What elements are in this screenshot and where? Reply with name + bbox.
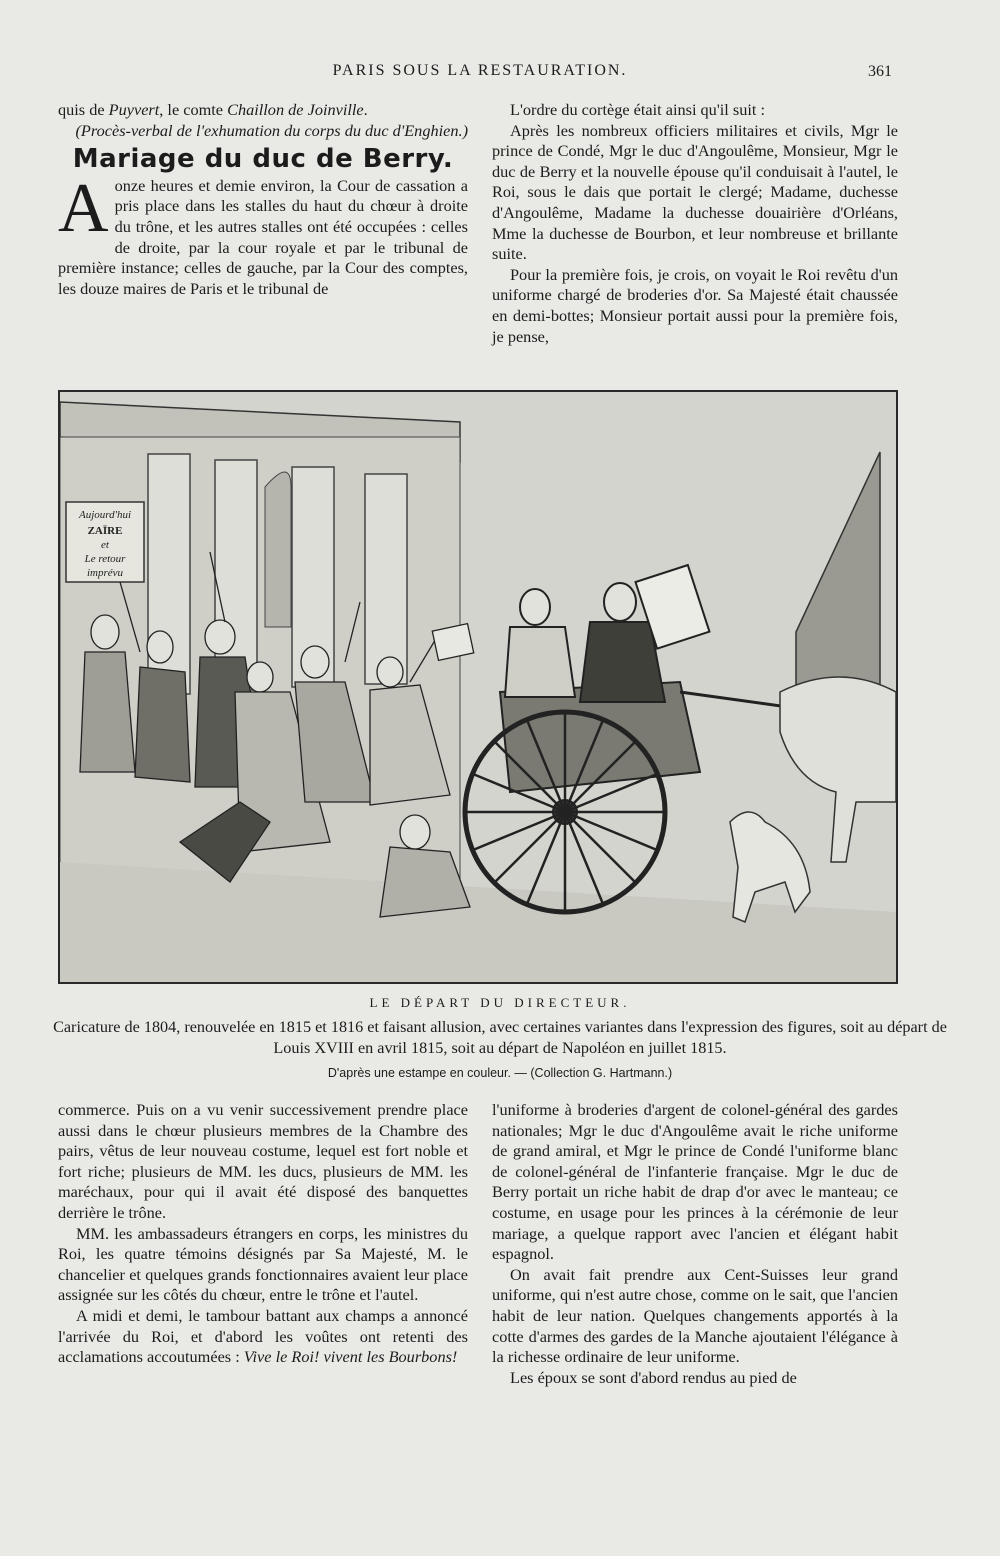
right-column-bottom (492, 1100, 898, 1388)
caricature-illustration (58, 390, 898, 984)
opening-paragraph (58, 169, 468, 300)
closing-line (58, 100, 468, 121)
sign-line: et (101, 539, 109, 551)
name-chaillon: Chaillon de Joinville (227, 100, 364, 119)
sign-line: imprévu (86, 567, 124, 579)
left-column-top (58, 100, 468, 299)
paragraph-text: A midi et demi, le tambour battant aux champs a annoncé l'arrivée du Roi, et d'abord les voûtes ont retenti des acclamations accoutumées : (58, 1305, 468, 1367)
column-2 (215, 460, 257, 690)
paragraph (58, 1306, 468, 1368)
column-4 (365, 474, 407, 684)
figure-caption-description: Caricature de 1804, renouvelée en 1815 et 1816 et faisant allusion, avec certaines variantes dans l'expression des figures, soit au départ de Louis XVIII en avril 1815, soit au départ de Napoléon en juillet 1815. (53, 1018, 947, 1057)
paragraph: MM. les ambassadeurs étrangers en corps, les ministres du Roi, les quatre témoins désignés par Sa Majesté, M. le chancelier et quelques grands fonctionnaires avaient leur place assignée sur les côtés du chœur, entre le trône et l'autel. (58, 1223, 468, 1305)
sign-line: Le retour (84, 553, 126, 565)
acclamation-quote: Vive le Roi! vivent les Bourbons! (243, 1347, 458, 1367)
paragraph: On avait fait prendre aux Cent-Suisses leur grand uniforme, qui n'est autre chose, comme on le sait, que l'ancien habit de leur nation. Quelques changements apportés à la cotte d'armes des gardes de la Manche ajoutaient l'élégance à la richesse ordinaire de leur uniforme. (492, 1264, 898, 1367)
paragraph: L'ordre du cortège était ainsi qu'il suit : (510, 100, 765, 119)
sign-line: ZAÏRE (87, 525, 123, 537)
paragraph: Après les nombreux officiers militaires et civils, Mgr le prince de Condé, Mgr le duc d'Angoulême, Monsieur, Mgr le duc de Berry et la nouvelle épouse qu'il conduisait à l'autel, le Roi, sous le dais que portait le clergé; Madame, duchesse d'Angoulême, Madame la duchesse douairière d'Orléans, Mme la duchesse de Bourbon, et leur nombreuse et brillante suite. (492, 120, 898, 264)
sign-line: Aujourd'hui (78, 509, 132, 521)
running-title: PARIS SOUS LA RESTAURATION. (332, 62, 628, 79)
figure-caption-source: D'après une estampe en couleur. — (Collection G. Hartmann.) (327, 1066, 673, 1080)
text-fragment: . (363, 100, 368, 119)
text-fragment: quis de (58, 100, 109, 119)
left-column-bottom (58, 1100, 468, 1368)
arched-doorway (265, 472, 291, 627)
source-citation: (Procès-verbal de l'exhumation du corps du duc d'Enghien.) (75, 120, 468, 140)
right-column-top (492, 100, 898, 347)
paragraph-text: onze heures et demie environ, la Cour de cassation a pris place dans les stalles du haut du chœur à droite du trône, et les autres stalles ont été occupées : celles de droite, par la cour royale et par le tribunal de première instance; celles de gauche, par la Cour des comptes, les douze maires de Paris et le tribunal de (58, 175, 468, 298)
paragraph: Les époux se sont d'abord rendus au pied de (510, 1367, 797, 1387)
paragraph: commerce. Puis on a vu venir successivement prendre place aussi dans le chœur plusieurs membres de la Chambre des pairs, vêtus de leur nouveau costume, lequel est fort noble et fort riche; plusieurs de MM. les ducs, plusieurs de MM. les maréchaux, pour qui il avait été disposé des banquettes derrière le trône. (58, 1100, 468, 1222)
text-fragment: , le comte (159, 100, 228, 119)
engraving-drawing (60, 392, 896, 982)
section-title: Mariage du duc de Berry. (72, 144, 454, 175)
page-header (0, 62, 1000, 86)
name-puyvert: Puyvert (108, 100, 160, 119)
page-number: 361 (868, 63, 892, 80)
drop-cap: A (58, 169, 109, 247)
paragraph: l'uniforme à broderies d'argent de colonel-général des gardes nationales; Mgr le duc d'Angoulême avait le riche uniforme de grand amiral, et Mgr le prince de Condé l'uniforme blanc de colonel-général de l'infanterie française. Mgr le duc de Berry portait un riche habit de drap d'or avec le manteau; ce costume, en usage pour les princes à la cérémonie de leur mariage, a quelque rapport avec l'ancien et élégant habit espagnol. (492, 1100, 898, 1264)
figure-caption-title: LE DÉPART DU DIRECTEUR. (369, 995, 631, 1010)
paragraph: Pour la première fois, je crois, on voyait le Roi revêtu d'un uniforme chargé de broderies d'or. Sa Majesté était chaussée en demi-bottes; Monsieur portait aussi pour la première fois, je pense, (492, 264, 898, 346)
